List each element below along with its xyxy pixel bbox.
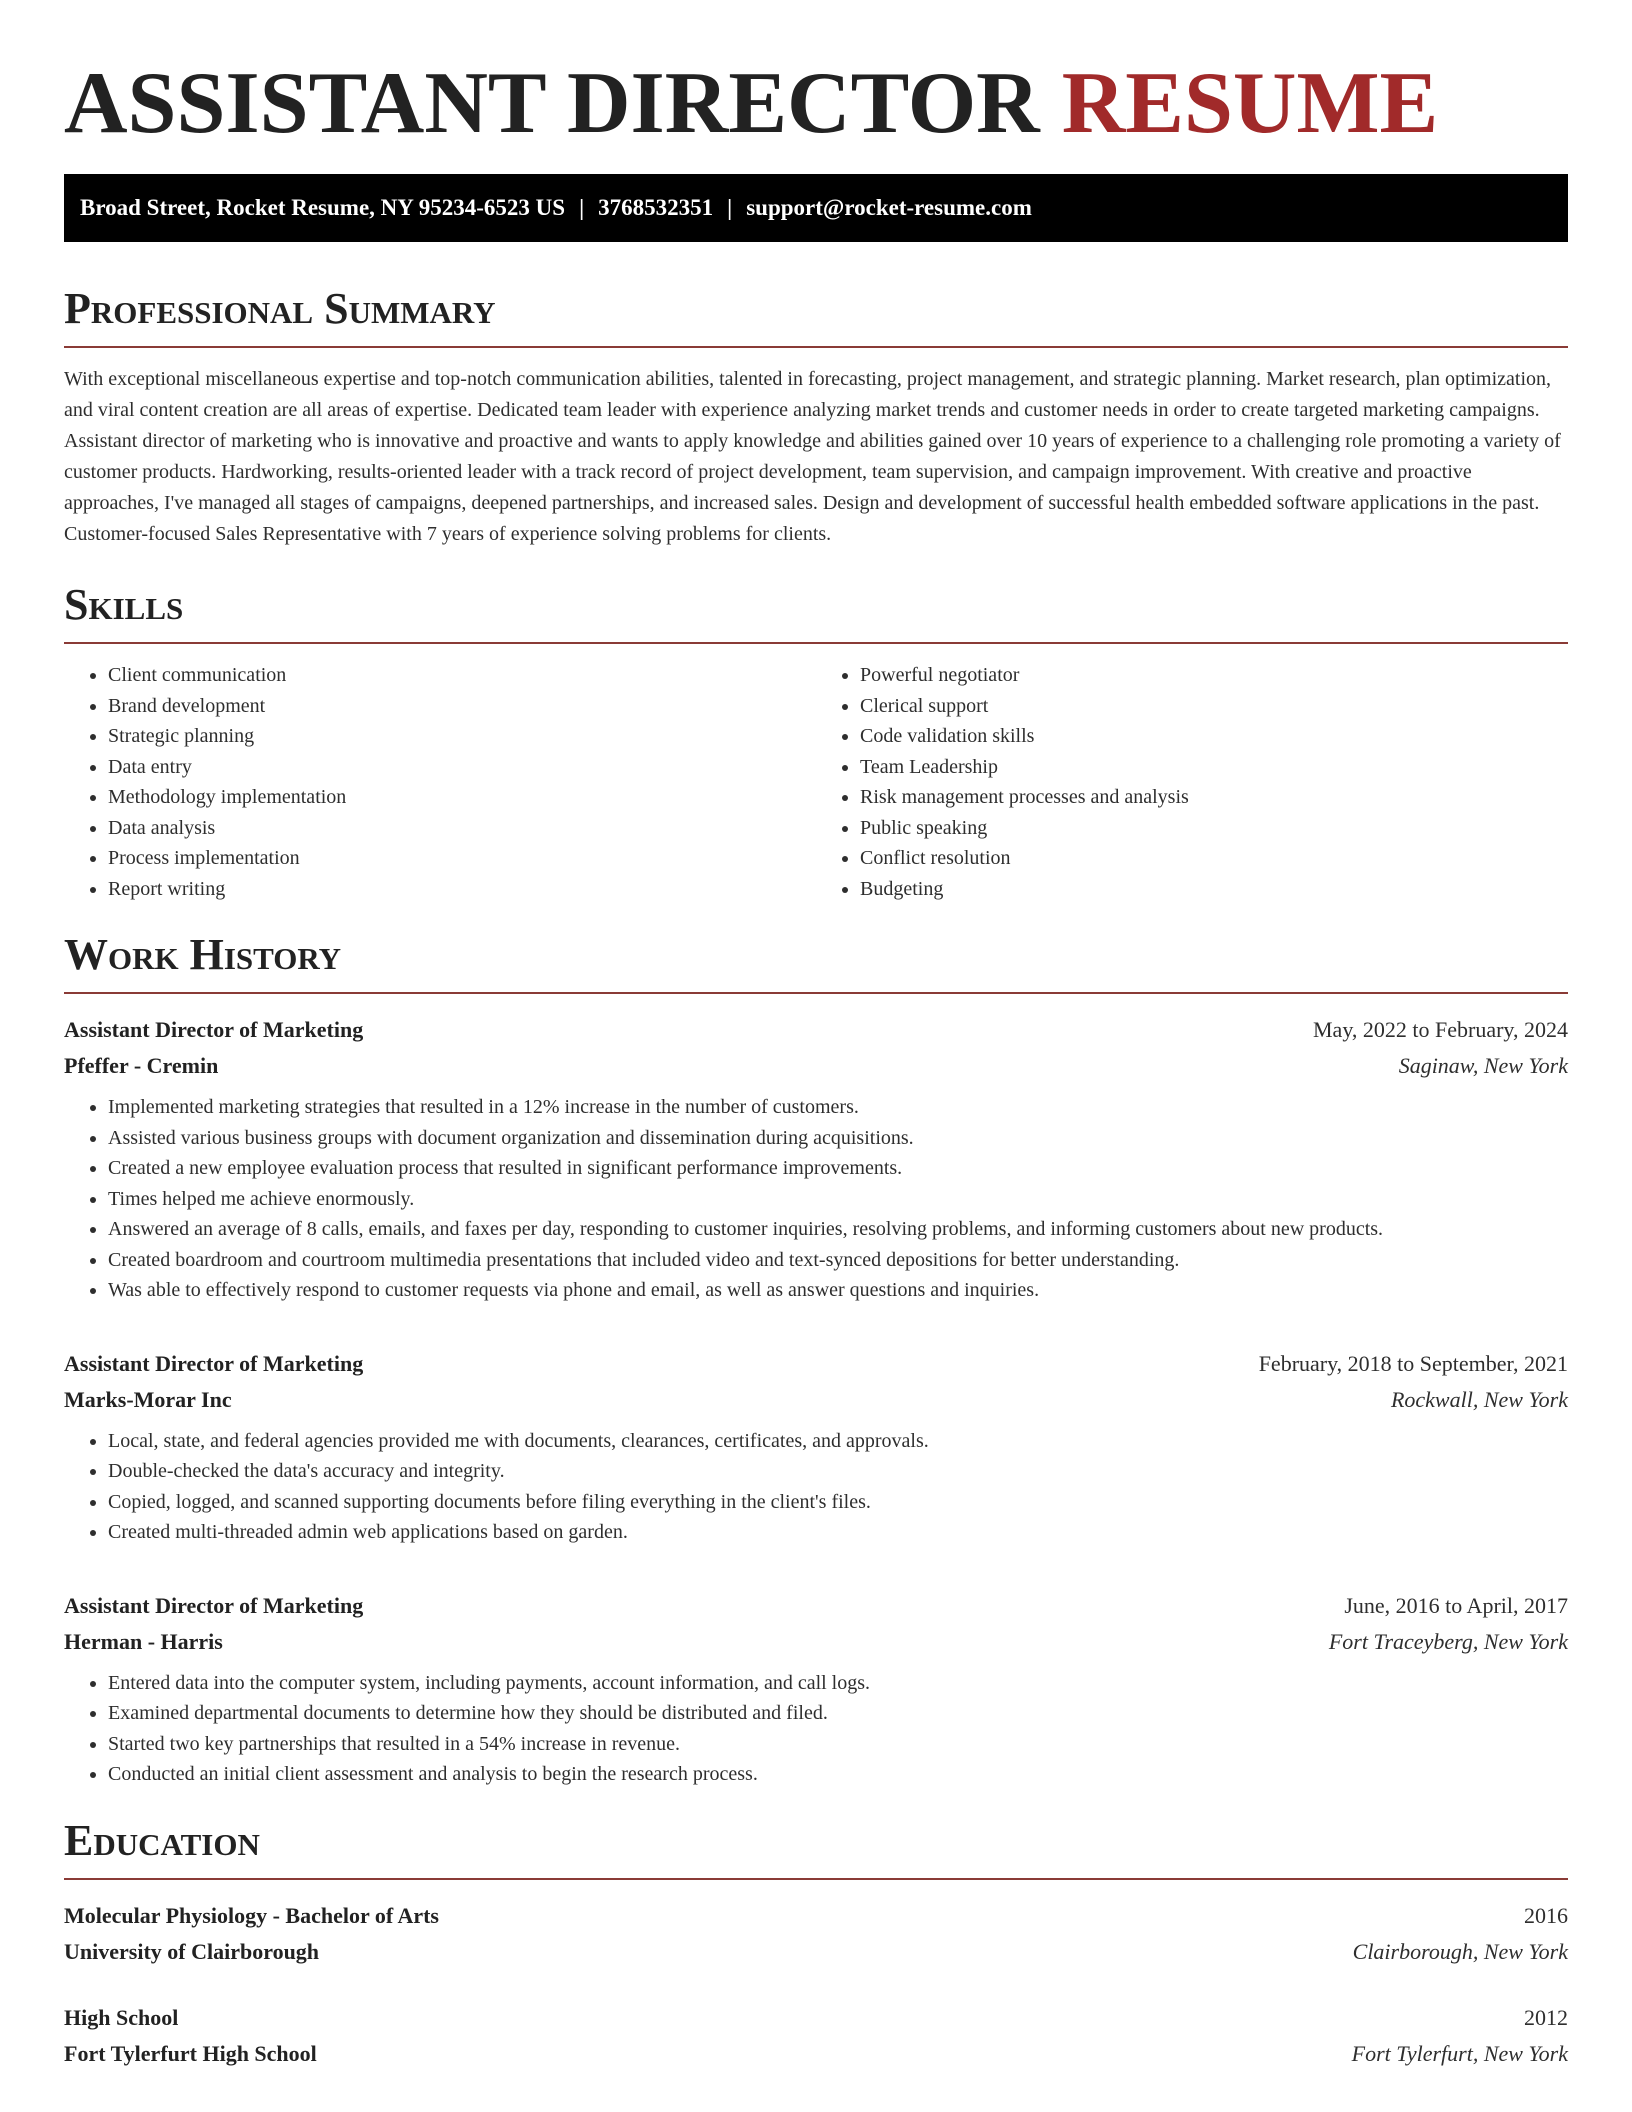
education-school: University of Clairborough [64, 1938, 320, 1964]
job-location: Saginaw, New York [1398, 1053, 1568, 1078]
resume-title [64, 55, 1568, 152]
job-location: Fort Traceyberg, New York [1328, 1628, 1568, 1654]
job-title: Assistant Director of Marketing [64, 1592, 364, 1618]
job-dates: June, 2016 to April, 2017 [1344, 1592, 1568, 1618]
job-bullet-list [64, 1668, 1568, 1790]
job-bullet: • Times helped me achieve enormously. [108, 1184, 1568, 1215]
education-location: Clairborough, New York [1352, 1938, 1568, 1964]
job-bullet: • Assisted various business groups with document organization and dissemination during acquisitions. [108, 1123, 1568, 1154]
section-title-skills: Skills [64, 580, 184, 629]
skill-item: • Report writing [108, 874, 816, 905]
job-bullet: • Copied, logged, and scanned supporting documents before filing everything in the client's files. [108, 1487, 1568, 1518]
education-section [64, 1816, 1568, 2072]
job-bullet-list [64, 1426, 1568, 1548]
job-bullet: • Created a new employee evaluation process that resulted in significant performance improvements. [108, 1153, 1568, 1184]
resume-title-main: ASSISTANT DIRECTOR [64, 55, 1040, 152]
skill-item: • Budgeting [860, 874, 1568, 905]
education-entry [64, 2000, 1568, 2072]
skill-item: • Client communication [108, 660, 816, 691]
job-company-row [64, 1048, 1568, 1084]
skill-item: • Team Leadership [860, 752, 1568, 783]
job-header-row [64, 1012, 1568, 1048]
job-dates: May, 2022 to February, 2024 [1313, 1017, 1568, 1042]
skill-item: • Strategic planning [108, 721, 816, 752]
skills-section [64, 580, 1568, 904]
education-degree: Molecular Physiology - Bachelor of Arts [64, 1902, 439, 1928]
section-title-summary: Professional Summary [64, 284, 496, 333]
job-bullet: • Entered data into the computer system, including payments, account information, and call logs. [108, 1668, 1568, 1699]
skill-item: • Data entry [108, 752, 816, 783]
education-entry [64, 1898, 1568, 1970]
contact-address: Broad Street, Rocket Resume, NY 95234-6523 US [80, 195, 566, 220]
job-bullet: • Answered an average of 8 calls, emails, and faxes per day, responding to customer inquiries, resolving problems, and informing customers about new products. [108, 1214, 1568, 1245]
section-divider [64, 642, 1568, 644]
job-bullet: • Was able to effectively respond to customer requests via phone and email, as well as answer questions and inquiries. [108, 1275, 1568, 1306]
skill-item: • Data analysis [108, 813, 816, 844]
job-entry [64, 1588, 1568, 1790]
education-year: 2016 [1524, 1902, 1568, 1928]
job-bullet: • Created boardroom and courtroom multimedia presentations that included video and text-synced depositions for better understanding. [108, 1245, 1568, 1276]
job-bullet: • Examined departmental documents to determine how they should be distributed and filed. [108, 1698, 1568, 1729]
section-title-work-history: Work History [64, 930, 342, 979]
contact-email: support@rocket-resume.com [746, 195, 1032, 220]
job-bullet-list [64, 1092, 1568, 1306]
skill-item: • Public speaking [860, 813, 1568, 844]
skills-grid [64, 660, 1568, 904]
section-divider [64, 346, 1568, 348]
contact-bar [64, 174, 1568, 242]
resume-title-accent: RESUME [1061, 55, 1439, 152]
skill-item: • Clerical support [860, 691, 1568, 722]
job-title: Assistant Director of Marketing [64, 1017, 364, 1042]
job-bullet: • Double-checked the data's accuracy and integrity. [108, 1456, 1568, 1487]
section-title-education: Education [64, 1815, 260, 1865]
job-header-row [64, 1346, 1568, 1382]
job-title: Assistant Director of Marketing [64, 1350, 364, 1376]
job-bullet: • Implemented marketing strategies that resulted in a 12% increase in the number of customers. [108, 1092, 1568, 1123]
skills-list-left [64, 660, 816, 904]
education-year: 2012 [1524, 2004, 1568, 2030]
job-entry [64, 1012, 1568, 1306]
education-school-row [64, 2036, 1568, 2072]
job-bullet: • Started two key partnerships that resulted in a 54% increase in revenue. [108, 1729, 1568, 1760]
job-bullet: • Local, state, and federal agencies provided me with documents, clearances, certificates, and approvals. [108, 1426, 1568, 1457]
education-degree: High School [64, 2004, 179, 2030]
work-history-section [64, 930, 1568, 1790]
job-location: Rockwall, New York [1390, 1386, 1568, 1412]
skill-item: • Brand development [108, 691, 816, 722]
education-school-row [64, 1934, 1568, 1970]
education-degree-row [64, 2000, 1568, 2036]
skill-item: • Methodology implementation [108, 782, 816, 813]
contact-separator: | [579, 195, 585, 220]
education-school: Fort Tylerfurt High School [64, 2040, 317, 2066]
job-company-row [64, 1382, 1568, 1418]
job-company: Marks-Morar Inc [64, 1386, 232, 1412]
contact-phone: 3768532351 [598, 195, 714, 220]
skill-item: • Code validation skills [860, 721, 1568, 752]
skill-item: • Process implementation [108, 843, 816, 874]
contact-separator: | [727, 195, 733, 220]
professional-summary-section [64, 284, 1568, 550]
skill-item: • Conflict resolution [860, 843, 1568, 874]
education-location: Fort Tylerfurt, New York [1351, 2040, 1568, 2066]
section-divider [64, 1878, 1568, 1880]
skill-item: • Risk management processes and analysis [860, 782, 1568, 813]
job-entry [64, 1346, 1568, 1548]
education-degree-row [64, 1898, 1568, 1934]
job-bullet: • Created multi-threaded admin web applications based on garden. [108, 1517, 1568, 1548]
job-company-row [64, 1624, 1568, 1660]
job-company: Pfeffer - Cremin [64, 1053, 219, 1078]
job-company: Herman - Harris [64, 1628, 223, 1654]
skill-item: • Powerful negotiator [860, 660, 1568, 691]
skills-list-right [816, 660, 1568, 904]
summary-text: With exceptional miscellaneous expertise and top-notch communication abilities, talented in forecasting, project management, and strategic planning. Market research, plan optimization, and viral content creation are all areas of expertise. Dedicated team leader with experience analyzing market trends and customer needs in order to create targeted marketing campaigns. Assistant director of marketing who is innovative and proactive and wants to apply knowledge and abilities gained over 10 years of experience to a challenging role promoting a variety of customer products. Hardworking, results-oriented leader with a track record of project development, team supervision, and campaign improvement. With creative and proactive approaches, I've managed all stages of campaigns, deepened partnerships, and increased sales. Design and development of successful health embedded software applications in the past. Customer-focused Sales Representative with 7 years of experience solving problems for clients. [64, 368, 1561, 545]
section-divider [64, 992, 1568, 994]
job-dates: February, 2018 to September, 2021 [1258, 1350, 1568, 1376]
job-header-row [64, 1588, 1568, 1624]
job-bullet: • Conducted an initial client assessment and analysis to begin the research process. [108, 1759, 1568, 1790]
